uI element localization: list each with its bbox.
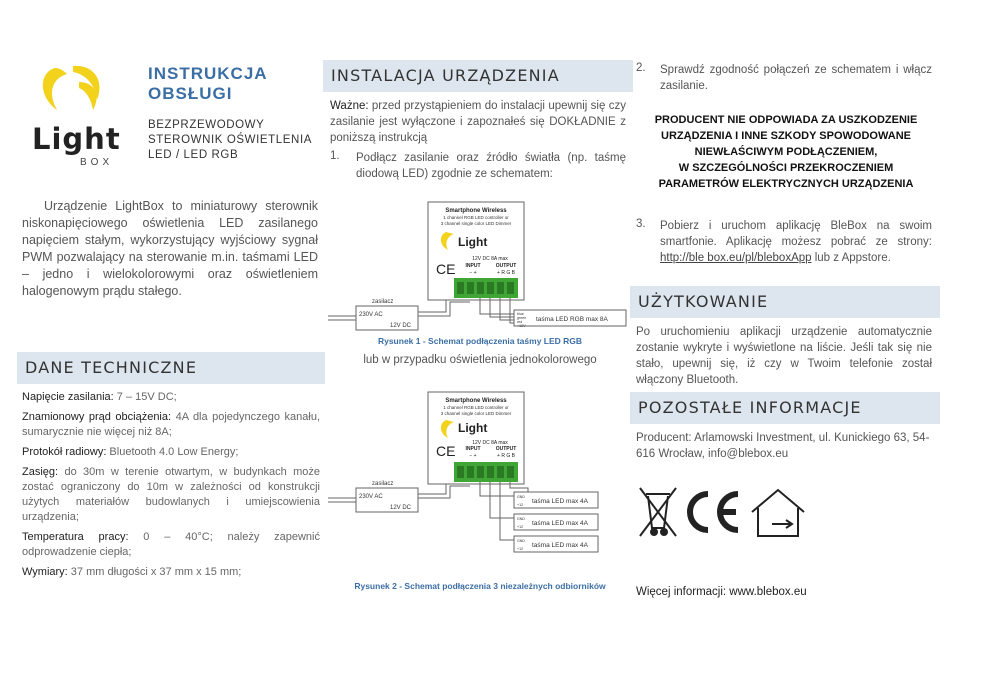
svg-text:GND: GND <box>517 495 525 499</box>
logo-sub: BOX <box>80 157 114 168</box>
blebox-app-link[interactable]: http://ble box.eu/pl/bleboxApp <box>660 252 812 264</box>
certification-marks <box>636 484 816 540</box>
device-sub1: 1 channel RGB LED controller or <box>443 215 509 220</box>
step3-number: 3. <box>636 218 646 230</box>
svg-text:taśma LED max 4A: taśma LED max 4A <box>532 520 588 527</box>
svg-text:Smartphone Wireless: Smartphone Wireless <box>445 398 507 404</box>
spec-current: Znamionowy prąd obciążenia: 4A dla pojedynczego kanału, sumarycznie nie więcej niż 8A; <box>22 411 321 438</box>
svg-text:12V DC: 12V DC <box>390 505 412 511</box>
intro-paragraph: Urządzenie LightBox to miniaturowy sterownik niskonapięciowego oświetlenia LED zasilanego napięciem stałym, wykorzystujący wyjściowy sygnał PWM pozwalający na sterowanie m.in. taśmami LED – jedno i wielokolorowymi oraz oświetleniem halogenowym prądu stałego. <box>22 199 318 298</box>
spec-temperature: Temperatura pracy: 0 – 40°C; należy zapewnić odprowadzenie ciepła; <box>22 531 320 558</box>
terminal-block <box>454 462 518 482</box>
subtitle-line-1: BEZPRZEWODOWY <box>148 119 265 131</box>
terminal-block <box>454 278 518 298</box>
svg-text:Light: Light <box>458 421 488 435</box>
usage-heading: UŻYTKOWANIE <box>630 286 940 318</box>
svg-text:green: green <box>517 316 527 320</box>
input-label: INPUT <box>465 263 481 269</box>
svg-text:OUTPUT: OUTPUT <box>495 446 517 452</box>
install-important: Ważne: przed przystąpieniem do instalacji upewnij się czy zasilanie jest wyłączone i zapoznałeś się DOKŁADNIE z poniższą instrukcją <box>330 100 626 144</box>
spec-dimensions: Wymiary: 37 mm długości x 37 mm x 15 mm; <box>22 566 242 578</box>
svg-text:GND: GND <box>517 539 525 543</box>
rgb-strip-label: taśma LED RGB max 8A <box>536 316 608 323</box>
device-logo: Light <box>458 235 488 249</box>
spec-range: Zasięg: do 30m w terenie otwartym, w budynkach może zostać ograniczony do 10m w zależności od konstrukcji użytych materiałów budowlanych i umiejscowienia urządzenia; <box>22 466 320 523</box>
rgb-wiring-diagram <box>328 196 628 336</box>
step1-number: 1. <box>330 150 340 162</box>
other-heading: POZOSTAŁE INFORMACJE <box>630 392 940 424</box>
ac-label: 230V AC <box>359 312 383 318</box>
logo-swoosh-icon <box>35 60 125 120</box>
spec-protocol: Protokół radiowy: Bluetooth 4.0 Low Energy; <box>22 446 239 458</box>
step2-number: 2. <box>636 62 646 74</box>
svg-text:taśma LED max 4A: taśma LED max 4A <box>532 542 588 549</box>
output-pins: + R G B <box>497 270 515 276</box>
producer-text: Producent: Arlamowski Investment, ul. Kunickiego 63, 54-616 Wrocław, info@blebox.eu <box>636 432 930 460</box>
indoor-use-house-icon <box>752 490 804 536</box>
liability-warning: PRODUCENT NIE ODPOWIADA ZA USZKODZENIE URZĄDZENIA I INNE SZKODY SPOWODOWANE NIEWŁAŚCIWYM PODŁĄCZENIEM, W SZCZEGÓLNOŚCI PRZEKROCZENIEM PARAMETRÓW ELEKTRYCZNYCH URZĄDZENIA <box>654 114 918 190</box>
svg-text:+12: +12 <box>517 503 524 507</box>
svg-text:12V DC 8A max: 12V DC 8A max <box>472 440 508 446</box>
svg-text:+12: +12 <box>517 547 524 551</box>
svg-text:230V AC: 230V AC <box>359 494 383 500</box>
single-color-wiring-diagram <box>328 388 628 560</box>
device-title: Smartphone Wireless <box>445 208 507 214</box>
svg-text:zasilacz: zasilacz <box>372 481 394 487</box>
device-rating: 12V DC 8A max <box>472 256 508 262</box>
step1-text: Podłącz zasilanie oraz źródło światła (np. taśmę diodową LED) zgodnie ze schematem: <box>356 152 626 180</box>
subtitle-line-3: LED / LED RGB <box>148 149 239 161</box>
install-heading: INSTALACJA URZĄDZENIA <box>323 60 633 92</box>
svg-text:GND: GND <box>517 517 525 521</box>
device-ce: CE <box>436 261 456 277</box>
title-line-2: OBSŁUGI <box>148 84 233 103</box>
doc-header <box>148 64 318 163</box>
subtitle-line-2: STEROWNIK OŚWIETLENIA <box>148 134 313 146</box>
usage-text: Po uruchomieniu aplikacji urządzenie automatycznie zostanie wykryte i wyświetlone na liście. Jeśli tak się nie stało, upewnij się, iż czy w Twoim telefonie został włączony Bluetooth. <box>636 326 932 386</box>
more-info: Więcej informacji: www.blebox.eu <box>636 586 807 598</box>
svg-text:+ R G B: + R G B <box>497 453 515 459</box>
svg-text:− +: − + <box>469 453 477 459</box>
svg-text:+12: +12 <box>517 525 524 529</box>
svg-text:INPUT: INPUT <box>465 446 481 452</box>
svg-text:CE: CE <box>436 443 456 459</box>
figure1-caption: Rysunek 1 - Schemat podłączenia taśmy LED RGB <box>377 336 583 346</box>
figure2-caption: Rysunek 2 - Schemat podłączenia 3 niezależnych odbiorników <box>354 581 606 591</box>
step3-text: Pobierz i uruchom aplikację BleBox na swoim smartfonie. Aplikację możesz pobrać ze strony: http://ble box.eu/pl/bleboxApp lub z Appstore. <box>660 220 932 264</box>
lightbox-logo <box>30 60 130 170</box>
svg-text:red: red <box>517 320 523 324</box>
ce-mark-icon <box>690 494 738 530</box>
output-label: OUTPUT <box>495 263 517 269</box>
spec-voltage: Napięcie zasilania: 7 – 15V DC; <box>22 391 177 403</box>
logo-word: Light <box>32 122 121 156</box>
svg-text:3 channel single color LED Dim: 3 channel single color LED Dimmer <box>440 411 512 416</box>
device-sub2: 3 channel single color LED Dimmer <box>440 221 512 226</box>
title-line-1: INSTRUKCJA <box>148 64 268 83</box>
dc-label: 12V DC <box>390 323 412 329</box>
weee-bin-icon <box>640 488 676 536</box>
svg-text:taśma LED max 4A: taśma LED max 4A <box>532 498 588 505</box>
svg-text:blue: blue <box>517 312 524 316</box>
tech-spec-list <box>22 390 320 585</box>
or-text: lub w przypadku oświetlenia jednokolorowego <box>363 354 597 366</box>
svg-text:+12V: +12V <box>517 324 526 328</box>
supply-label: zasilacz <box>372 299 394 305</box>
input-pins: − + <box>469 270 477 276</box>
step2-text: Sprawdź zgodność połączeń ze schematem i włącz zasilanie. <box>660 64 932 92</box>
tech-heading: DANE TECHNICZNE <box>17 352 325 384</box>
svg-text:1 channel RGB LED controller o: 1 channel RGB LED controller or <box>443 405 509 410</box>
